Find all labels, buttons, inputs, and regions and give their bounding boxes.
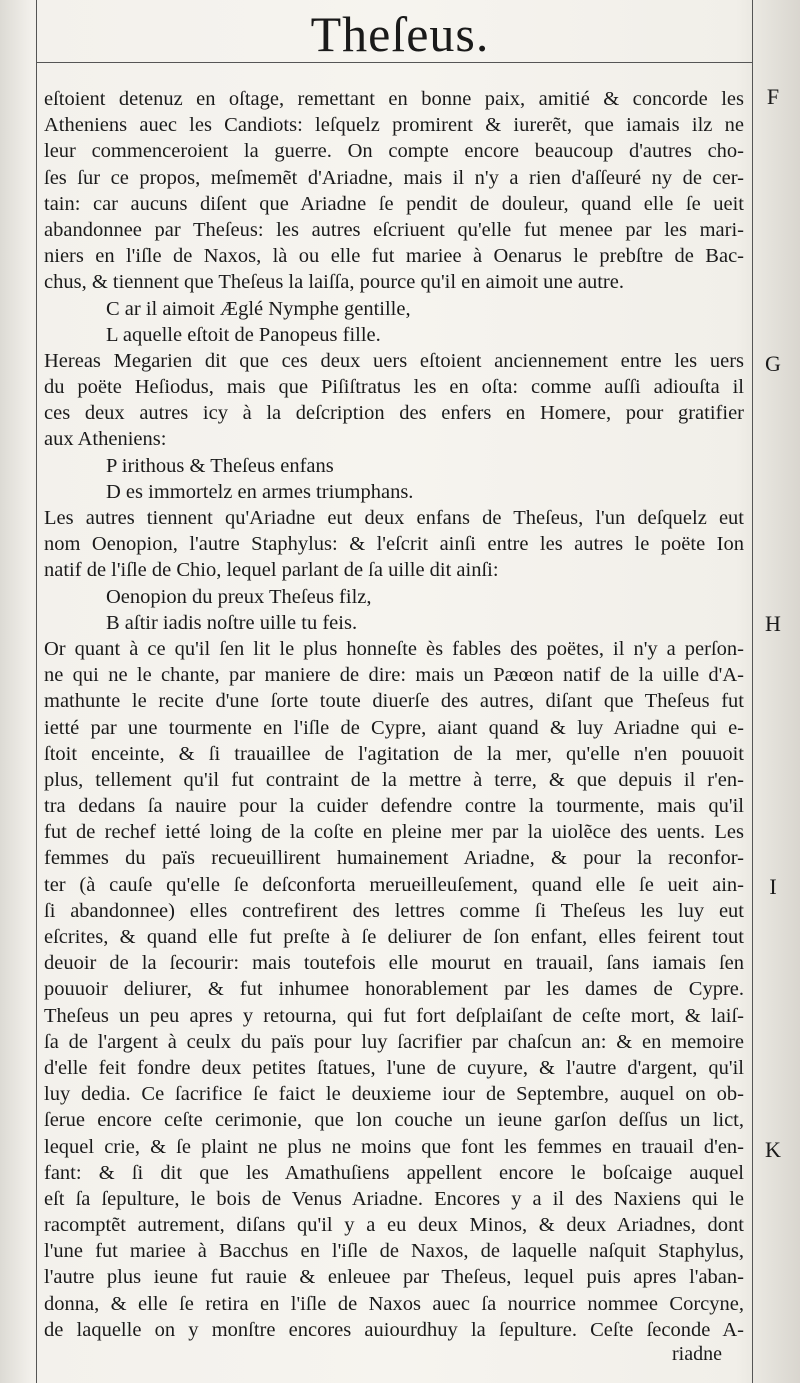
text-line: racomptẽt autrement, diſans qu'il y a eu deux Minos, & deux Ariadnes, dont	[44, 1214, 744, 1237]
header-rule	[36, 62, 752, 63]
text-line: l'autre plus ieune fut rauie & enleuee par Theſeus, lequel puis apres l'aban-	[44, 1266, 744, 1289]
text-line: femmes du païs recueuillirent humainement Ariadne, & pour la reconfor-	[44, 847, 744, 870]
margin-letter-k: K	[765, 1137, 781, 1162]
text-line: du poëte Heſiodus, mais que Piſiſtratus les en oſta: comme auſſi adiouſta il	[44, 376, 744, 399]
text-line: pouuoir deliurer, & fut inhumee honorablement par les dames de Cypre.	[44, 978, 744, 1001]
text-line: eſcrites, & quand elle fut preſte à ſe deliurer de ſon enfant, elles feirent tout	[44, 926, 744, 948]
text-line: abandonnee par Theſeus: les autres eſcriuent qu'elle fut menee par les mari-	[44, 218, 744, 241]
text-line: deuoir de la ſecourir: mais toutefois elle mourut en trauail, ſans iamais ſen	[44, 952, 744, 975]
text-line: natif de l'iſle de Chio, lequel parlant de ſa uille dit ainſi:	[44, 559, 499, 582]
text-line: tra dedans ſa nauire pour la cuider defendre contre la tourmente, mais qu'il	[44, 795, 744, 818]
text-line: luy dedia. Ce ſacrifice ſe faict le deuxieme iour de Septembre, auquel on ob-	[44, 1083, 744, 1106]
text-line: Oenopion du preux Theſeus filz,	[106, 585, 372, 608]
text-line: Theſeus un peu apres y retourna, qui fut fort deſplaiſant de ceſte mort, & laiſ-	[44, 1004, 744, 1027]
text-line: eſt ſa ſepulture, le bois de Venus Ariadne. Encores y a il des Naxiens qui le	[44, 1187, 744, 1210]
text-line: ces deux autres icy à la deſcription des enfers en Homere, pour gratifier	[44, 402, 744, 425]
margin-letter-g: G	[765, 351, 781, 376]
text-line: eſtoient detenuz en oſtage, remettant en bonne paix, amitié & concorde les	[44, 88, 744, 110]
left-margin-rule	[36, 0, 37, 1383]
text-line: ſes ſur ce propos, meſmemẽt d'Ariadne, mais il n'y a rien d'aſſeuré ny de cer-	[44, 166, 744, 189]
text-line: fant: & ſi dit que les Amathuſiens appellent encore le boſcaige auquel	[44, 1161, 744, 1184]
text-line: tain: car aucuns diſent que Ariadne ſe pendit de douleur, quand elle ſe ueit	[44, 192, 744, 215]
text-line: donna, & elle ſe retira en l'iſle de Naxos auec ſa nourrice nommee Corcyne,	[44, 1292, 744, 1315]
text-line: ter (à cauſe qu'elle ſe deſconforta merueilleuſement, quand elle ſe ueit ain-	[44, 873, 744, 896]
catchword: riadne	[672, 1343, 722, 1365]
text-line: D es immortelz en armes triumphans.	[106, 480, 414, 503]
text-line: chus, & tiennent que Theſeus la laiſſa, pource qu'il en aimoit une autre.	[44, 271, 624, 294]
text-line: P irithous & Theſeus enfans	[106, 454, 334, 477]
text-line: Atheniens auec les Candiots: leſquelz promirent & iurerẽt, que iamais ilz ne	[44, 114, 744, 137]
text-line: L aquelle eſtoit de Panopeus fille.	[106, 323, 381, 346]
margin-letter-f: F	[766, 84, 780, 109]
text-line: aux Atheniens:	[44, 428, 167, 451]
text-line: leur commenceroient la guerre. On compte encore beaucoup d'autres cho-	[44, 140, 744, 163]
text-line: niers en l'iſle de Naxos, là ou elle fut mariee à Oenarus le prebſtre de Bac-	[44, 245, 744, 268]
body-text	[44, 86, 744, 1343]
text-line: ſerue encore ceſte cerimonie, que lon couche un ieune garſon deſſus un lict,	[44, 1109, 744, 1132]
text-line: ſi abandonnee) elles contrefirent des lettres comme ſi Theſeus les luy eut	[44, 899, 744, 922]
text-line: d'elle feit fondre deux petites ſtatues, l'une de cuyure, & l'autre d'argent, qu'il	[44, 1056, 744, 1079]
text-line: ſtoit enceinte, & ſi trauaillee de l'agitation de la mer, qu'elle n'en pouuoit	[44, 742, 744, 765]
text-line: B aſtir iadis noſtre uille tu feis.	[106, 611, 358, 634]
text-line: nom Oenopion, l'autre Staphylus: & l'eſcrit ainſi entre les autres le poëte Ion	[44, 533, 744, 556]
text-line: ietté par une tourmente en l'iſle de Cypre, aiant quand & luy Ariadne qui e-	[44, 716, 744, 739]
text-line: fut de rechef ietté loing de la coſte en pleine mer par la uiolẽce des uents. Les	[44, 821, 744, 844]
text-line: de laquelle on y monſtre encores auiourdhuy la ſepulture. Ceſte ſeconde A-	[44, 1318, 744, 1341]
text-line: l'une fut mariee à Bacchus en l'iſle de Naxos, de laquelle naſquit Staphylus,	[44, 1240, 744, 1263]
text-line: C ar il aimoit Æglé Nymphe gentille,	[106, 297, 411, 320]
margin-letter-i: I	[769, 874, 777, 899]
running-title: Theſeus.	[310, 6, 490, 62]
right-margin-rule	[752, 0, 753, 1383]
text-line: mathunte le recite d'une ſorte toute diuerſe des autres, diſant que Theſeus fut	[44, 690, 744, 713]
text-line: ne qui ne le chante, par maniere de dire: mais un Pæœon natif de la uille d'A-	[44, 664, 744, 687]
text-line: ſa de l'argent à ceulx du païs pour luy ſacrifier par chaſcun an: & en memoire	[44, 1030, 744, 1053]
text-line: Les autres tiennent qu'Ariadne eut deux enfans de Theſeus, l'un deſquelz eut	[44, 507, 744, 529]
text-line: lequel crie, & ſe plaint ne plus ne moins que font les femmes en trauail d'en-	[44, 1135, 744, 1158]
text-line: Hereas Megarien dit que ces deux uers eſtoient anciennement entre les uers	[44, 349, 744, 372]
text-line: plus, tellement qu'il fut contraint de la mettre à terre, & que depuis il r'en-	[44, 768, 744, 791]
text-line: Or quant à ce qu'il ſen lit le plus honneſte ès fables des poëtes, il n'y a perſon-	[44, 637, 744, 660]
margin-letter-h: H	[765, 611, 781, 636]
